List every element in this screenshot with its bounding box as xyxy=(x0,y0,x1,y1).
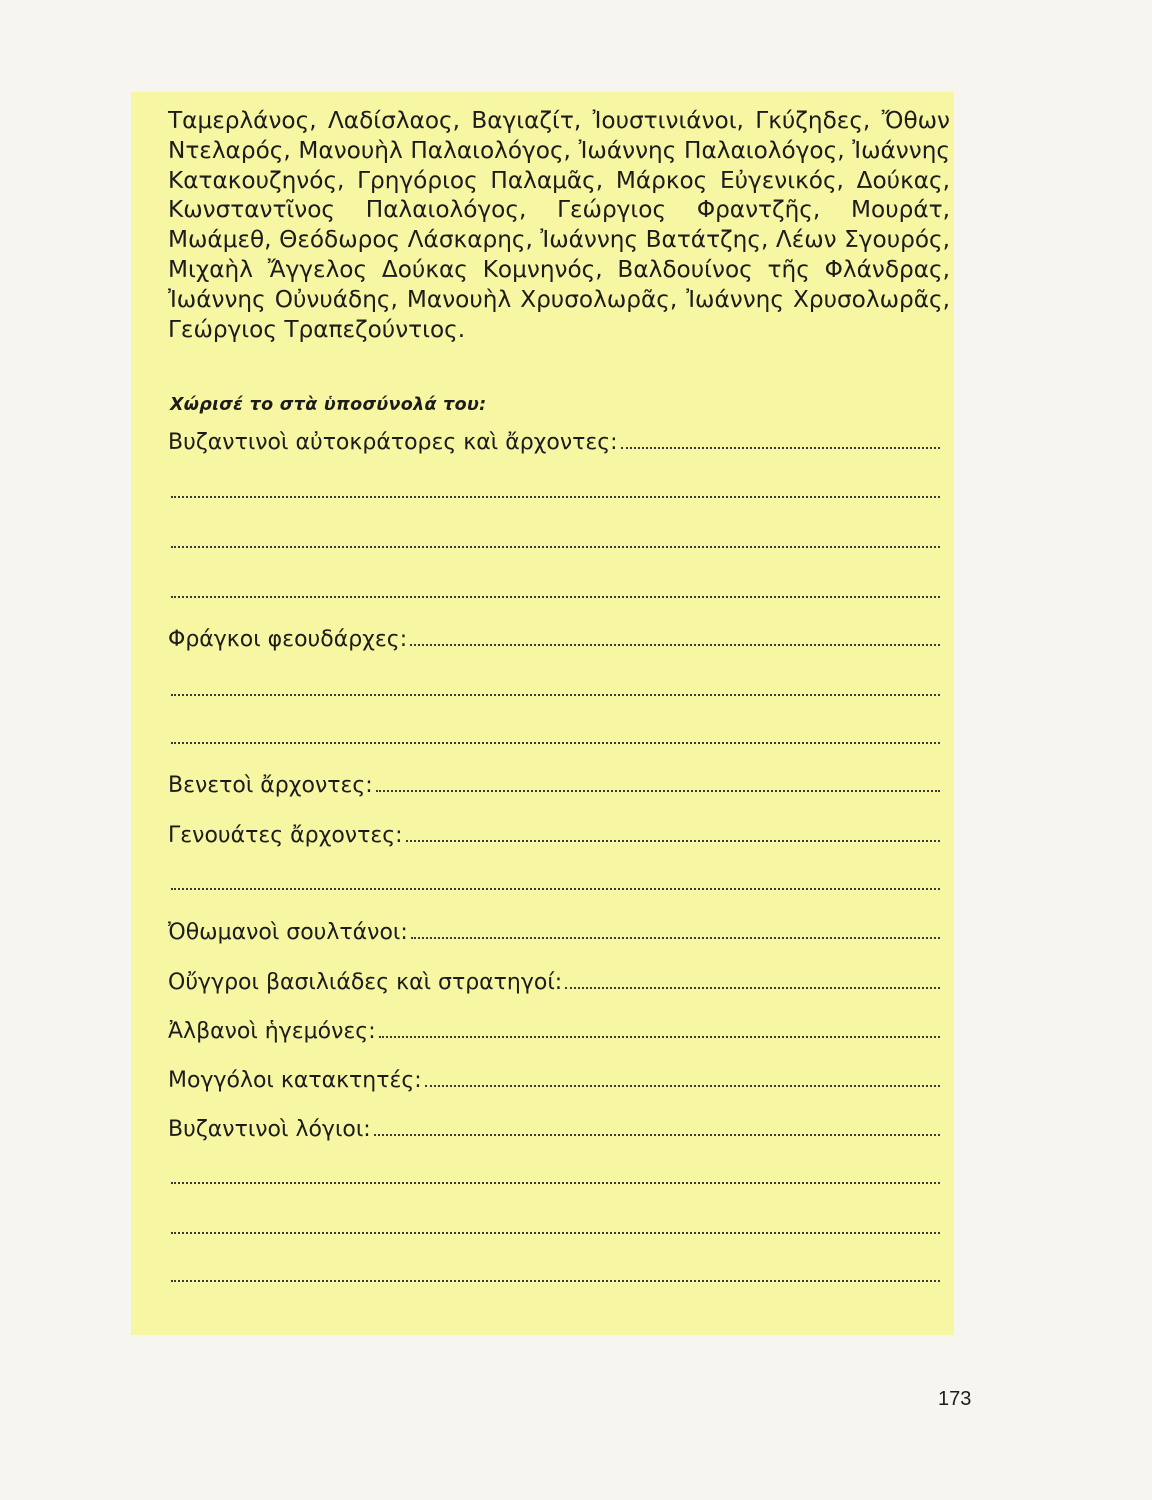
category-row-mongol-conquerors[interactable] xyxy=(168,1063,940,1093)
answer-line[interactable] xyxy=(376,790,940,792)
category-row-venetian-rulers[interactable] xyxy=(168,768,940,798)
page-number: 173 xyxy=(938,1388,972,1410)
category-row-hungarian-kings-generals[interactable] xyxy=(168,965,940,995)
names-paragraph: Ταμερλάνος, Λαδίσλαος, Βαγιαζίτ, Ἰουστινιάνοι, Γκύζηδες, Ὄθων Ντελαρός, Μανουὴλ Παλαιολόγος, Ἰωάννης Παλαιολόγος, Ἰωάννης Κατακουζηνός, Γρηγόριος Παλαμᾶς, Μάρκος Εὐγενικός, Δούκας, Κωνσταντῖνος Παλαιολόγος, Γεώργιος Φραντζῆς, Μουράτ, Μωάμεθ, Θεόδωρος Λάσκαρης, Ἰωάννης Βατάτζης, Λέων Σγουρός, Μιχαὴλ Ἄγγελος Δούκας Κομνηνός, Βαλδουίνος τῆς Φλάνδρας, Ἰωάννης Οὐνυάδης, Μανουὴλ Χρυσολωρᾶς, Ἰωάννης Χρυσολωρᾶς, Γεώργιος Τραπεζούντιος. xyxy=(168,107,950,343)
answer-line[interactable] xyxy=(171,1232,940,1234)
answer-line[interactable] xyxy=(171,546,940,548)
category-label: Βενετοὶ ἄρχοντες: xyxy=(168,773,373,798)
category-row-byzantine-scholars[interactable] xyxy=(168,1112,940,1142)
answer-line[interactable] xyxy=(171,888,940,890)
answer-row[interactable] xyxy=(168,1210,940,1240)
answer-row[interactable] xyxy=(168,866,940,896)
category-label: Ὀθωμανοὶ σουλτάνοι: xyxy=(168,920,408,945)
category-row-ottoman-sultans[interactable] xyxy=(168,915,940,945)
answer-line[interactable] xyxy=(621,447,940,449)
answer-line[interactable] xyxy=(410,644,940,646)
category-label: Μογγόλοι κατακτητές: xyxy=(168,1068,422,1093)
answer-line[interactable] xyxy=(565,987,940,989)
answer-row[interactable] xyxy=(168,1160,940,1190)
answer-row[interactable] xyxy=(168,474,940,504)
answer-row[interactable] xyxy=(168,574,940,604)
answer-line[interactable] xyxy=(171,742,940,744)
answer-row[interactable] xyxy=(168,524,940,554)
answer-row[interactable] xyxy=(168,1258,940,1288)
answer-line[interactable] xyxy=(171,1182,940,1184)
answer-line[interactable] xyxy=(411,937,940,939)
category-label: Γενουάτες ἄρχοντες: xyxy=(168,823,403,848)
category-label: Ἀλβανοὶ ἡγεμόνες: xyxy=(168,1019,376,1044)
answer-row[interactable] xyxy=(168,672,940,702)
answer-line[interactable] xyxy=(171,496,940,498)
category-label: Βυζαντινοὶ λόγιοι: xyxy=(168,1117,371,1142)
answer-line[interactable] xyxy=(171,694,940,696)
answer-row[interactable] xyxy=(168,720,940,750)
category-label: Φράγκοι φεουδάρχες: xyxy=(168,627,408,652)
category-label: Βυζαντινοὶ αὐτοκράτορες καὶ ἄρχοντες: xyxy=(168,430,618,455)
answer-line[interactable] xyxy=(171,1280,940,1282)
instruction-heading: Χώρισέ το στὰ ὑποσύνολά του: xyxy=(170,395,487,415)
answer-line[interactable] xyxy=(374,1134,940,1136)
answer-line[interactable] xyxy=(425,1085,940,1087)
answer-line[interactable] xyxy=(406,840,940,842)
category-label: Οὔγγροι βασιλιάδες καὶ στρατηγοί: xyxy=(168,970,563,995)
answer-line[interactable] xyxy=(379,1036,940,1038)
category-row-frankish-feudal-lords[interactable] xyxy=(168,622,940,652)
category-row-genoese-rulers[interactable] xyxy=(168,818,940,848)
category-row-byzantine-emperors[interactable] xyxy=(168,425,940,455)
category-row-albanian-princes[interactable] xyxy=(168,1014,940,1044)
answer-line[interactable] xyxy=(171,596,940,598)
